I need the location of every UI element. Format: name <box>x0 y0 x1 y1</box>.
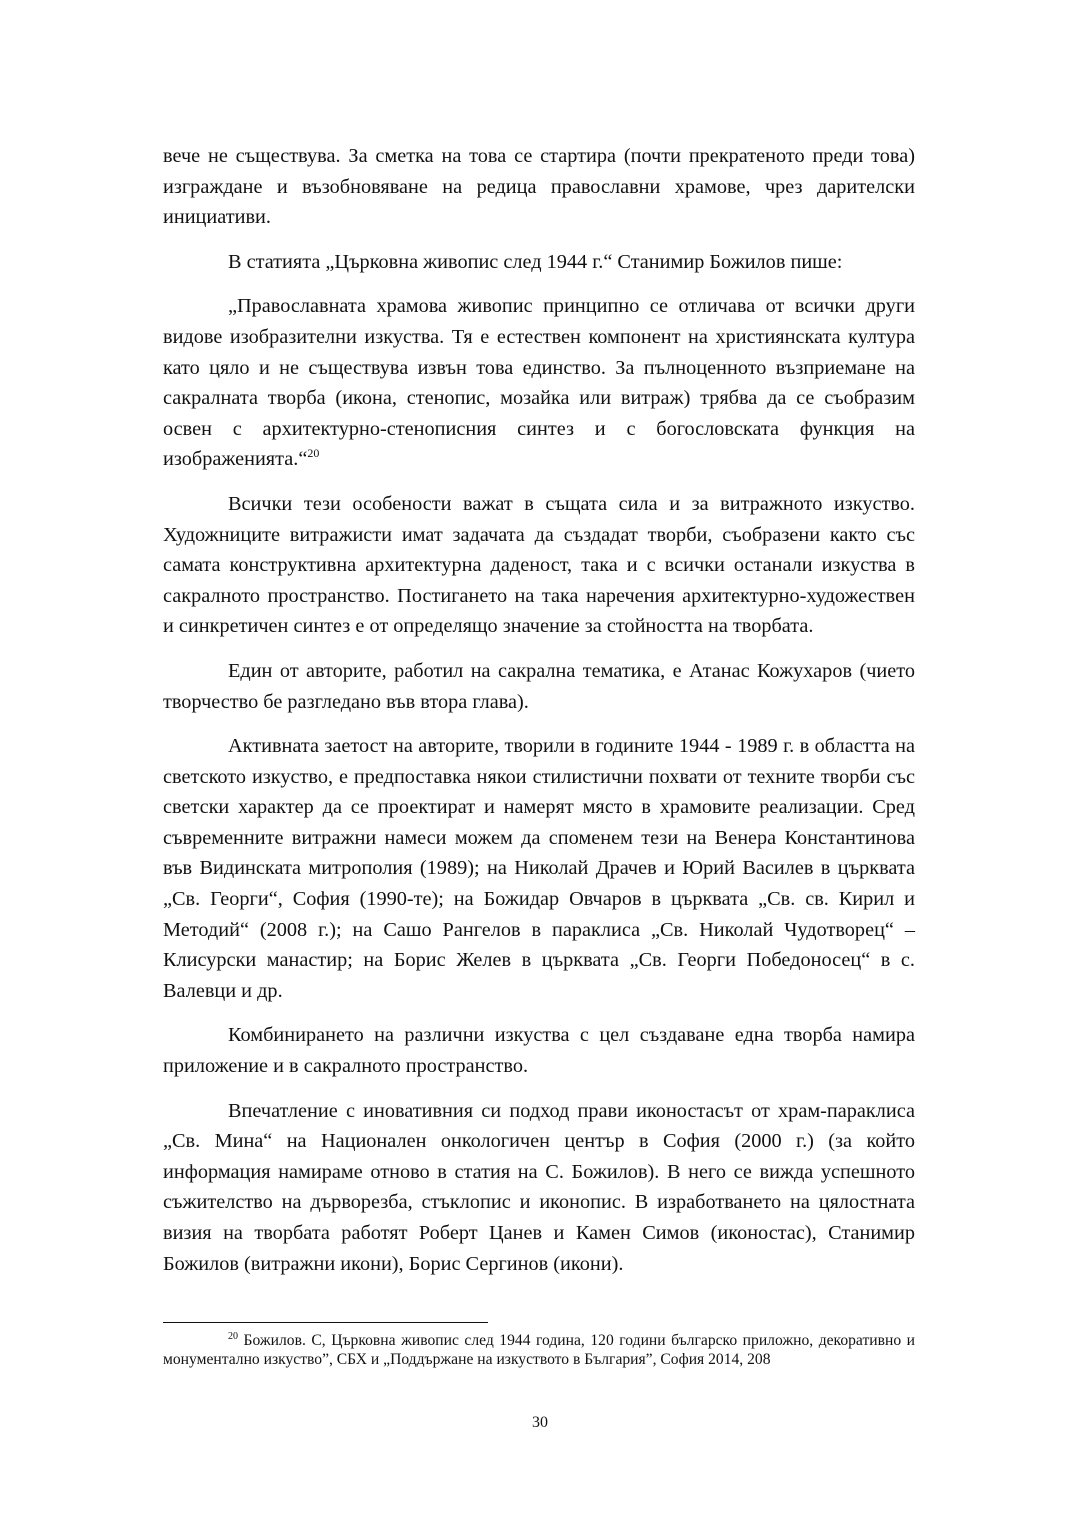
quote-text: „Православната храмова живопис принципно се отличава от всички други видове изобразителни изкуства. Тя е естествен компонент на християнската култура като цяло и не съществува извън това единство. За пълноценното възприемане на сакралната творба (икона, стенопис, мозайка или витраж) трябва да се съобразим освен с архитектурно-стенописния синтез и с богословската функция на изображенията.“ <box>163 295 915 471</box>
footnote-separator <box>163 1322 488 1323</box>
footnote <box>163 1332 915 1369</box>
page-number: 30 <box>532 1414 548 1431</box>
paragraph-7: Комбинирането на различни изкуства с цел създаване една творба намира приложение и в сакралното пространство. <box>163 1024 915 1078</box>
paragraph-2: В статията „Църковна живопис след 1944 г.“ Станимир Божилов пише: <box>228 250 843 273</box>
paragraph-6: Активната заетост на авторите, творили в годините 1944 - 1989 г. в областта на светското изкуство, е предпоставка някои стилистични похвати от техните творби със светски характер да се проектират и намерят място в храмовите реализации. Сред съвременните витражни намеси можем да споменем тези на Венера Константинова във Видинската митрополия (1989); на Николай Драчев и Юрий Василев в църквата „Св. Георги“, София (1990-те); на Божидар Овчаров в църквата „Св. св. Кирил и Методий“ (2008 г.); на Сашо Рангелов в параклиса „Св. Николай Чудотворец“ – Клисурски манастир; на Борис Желев в църквата „Св. Георги Победоносец“ в с. Валевци и др. <box>163 735 915 1002</box>
quote-paragraph <box>163 291 915 475</box>
footnote-number: 20 <box>228 1331 238 1342</box>
page-body <box>163 141 915 1279</box>
paragraph-5: Един от авторите, работил на сакрална тематика, е Атанас Кожухаров (чието творчество бе разгледано във втора глава). <box>163 659 915 713</box>
paragraph-4: Всички тези особености важат в същата сила и за витражното изкуство. Художниците витражисти имат задачата да създадат творби, съобразени както със самата конструктивна архитектурна даденост, така и с всички останали изкуства в сакралното пространство. Постигането на така наречения архитектурно-художествен и синкретичен синтез е от определящо значение за стойността на творбата. <box>163 492 915 638</box>
footnote-reference[interactable]: 20 <box>307 446 320 461</box>
paragraph-8: Впечатление с иновативния си подход прави иконостасът от храм-параклиса „Св. Мина“ на Национален онкологичен център в София (2000 г.) (за който информация намираме отново в статия на С. Божилов). В него се вижда успешното съжителство на дърворезба, стъклопис и иконопис. В изработването на цялостната визия на творбата работят Роберт Цанев и Камен Симов (иконостас), Станимир Божилов (витражни икони), Борис Сергинов (икони). <box>163 1099 915 1275</box>
footnote-text: Божилов. С, Църковна живопис след 1944 година, 120 години българско приложно, декоративно и монументално изкуство”, СБХ и „Поддържане на изкуството в България”, София 2014, 208 <box>163 1332 915 1368</box>
paragraph-1: вече не съществува. За сметка на това се стартира (почти прекратеното преди това) изграждане и възобновяване на редица православни храмове, чрез дарителски инициативи. <box>163 145 915 229</box>
